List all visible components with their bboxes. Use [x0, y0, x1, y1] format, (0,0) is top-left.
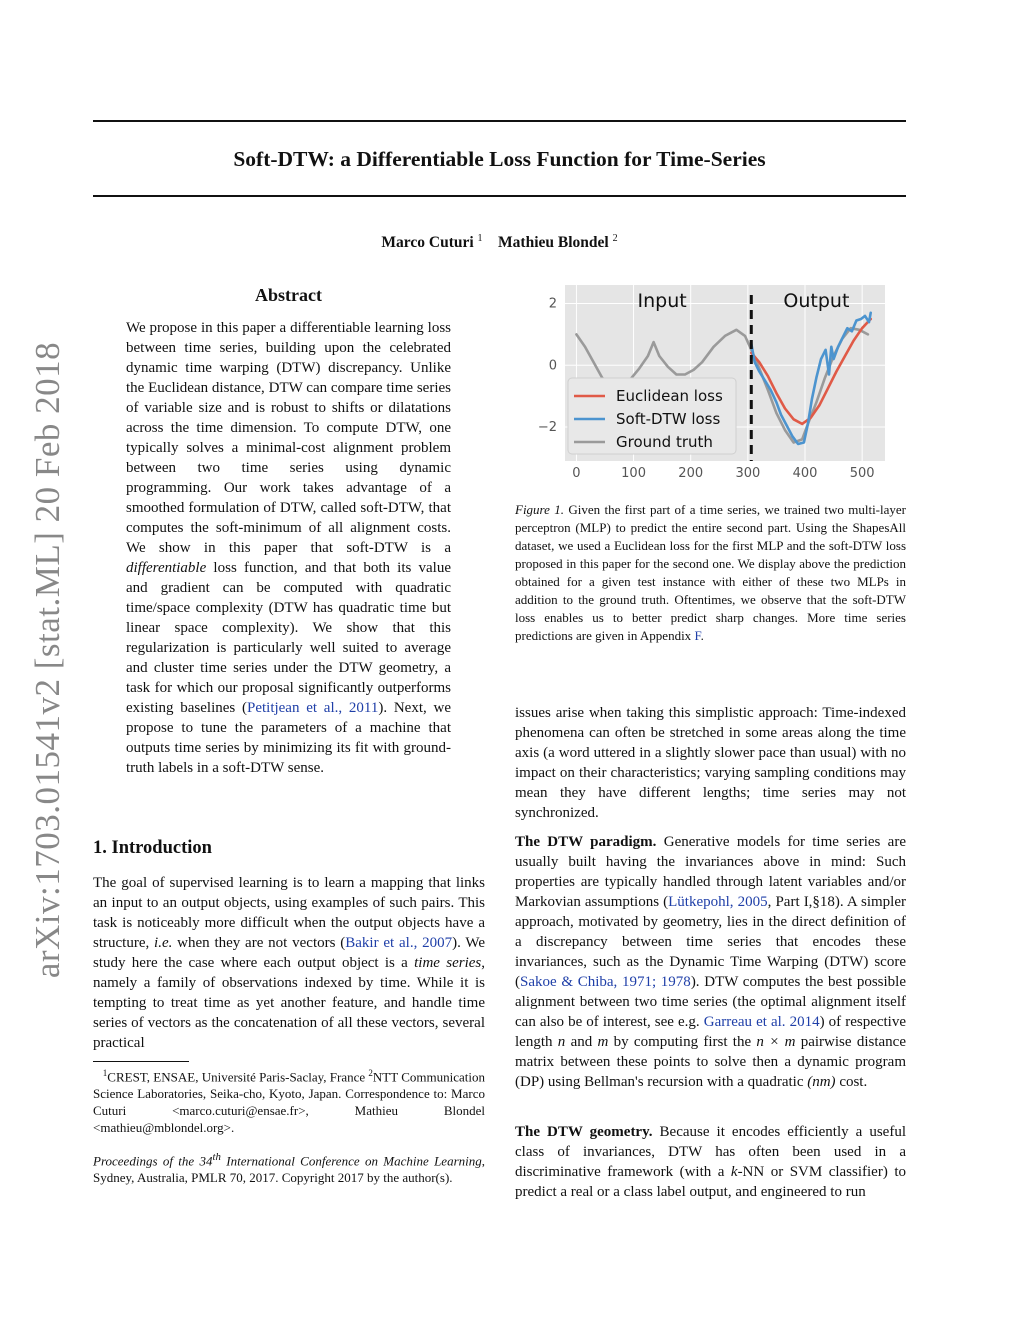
section-heading: 1. Introduction	[93, 838, 212, 858]
figure-1-chart	[515, 283, 887, 488]
citation-link[interactable]: Sakoe & Chiba, 1971; 1978	[520, 974, 691, 990]
x-tick-label: 0	[572, 466, 581, 481]
legend-label: Euclidean loss	[616, 387, 723, 405]
citation-link[interactable]: Garreau et al. 2014	[703, 1014, 820, 1030]
x-tick-label: 400	[792, 466, 818, 481]
paper-title: Soft-DTW: a Differentiable Loss Function for Time-Series	[233, 147, 766, 171]
input-label: Input	[637, 290, 687, 312]
x-tick-label: 300	[735, 466, 761, 481]
dtw-geometry-paragraph: The DTW geometry. Because it encodes efficiently a useful class of invariances, DTW has often been used in a discriminative framework (with a k-NN or SVM classifier) to predict a real or a class label output, and engineered to run	[515, 1124, 906, 1200]
x-tick-label: 200	[678, 466, 704, 481]
author-list	[93, 233, 906, 252]
proceedings-note: Proceedings of the 34th International Conference on Machine Learning, Sydney, Australia, PMLR 70, 2017. Copyright 2017 by the author(s).	[93, 1151, 485, 1186]
abstract-heading: Abstract	[255, 285, 322, 305]
citation-link[interactable]: Lütkepohl, 2005	[668, 894, 768, 910]
figure-caption: Figure 1. Given the first part of a time series, we trained two multi-layer perceptron (MLP) to predict the entire second part. Using the ShapesAll dataset, we used a Euclidean loss for the first MLP and the soft-DTW loss proposed in this paper for the second one. We display above the prediction obtained for a given test instance with either of these two MLPs in addition to the ground truth. Oftentimes, we observe that the soft-DTW loss enables us to better predict sharp changes. More time series predictions are given in Appendix F.	[515, 502, 906, 643]
citation-link[interactable]: Petitjean et al., 2011	[246, 700, 379, 716]
intro-paragraph: The goal of supervised learning is to learn a mapping that links an input to an output objects, using examples of such pairs. This task is noticeably more difficult when the output objects have a structure, i.e. when they are not vectors (Bakir et al., 2007). We study here the case where each output object is a time series, namely a family of observations indexed by time. While it is tempting to treat time as yet another feature, and handle time series of vectors as the concatenation of all these vectors, several practical	[93, 875, 486, 1051]
legend-label: Soft-DTW loss	[616, 410, 721, 428]
top-rule	[93, 120, 906, 122]
x-tick-label: 500	[849, 466, 875, 481]
y-tick-label: 0	[548, 358, 557, 374]
author-name: Marco Cuturi	[381, 234, 474, 252]
appendix-link[interactable]: F	[694, 628, 701, 643]
footnote-rule	[93, 1061, 189, 1062]
abstract-text: We propose in this paper a differentiable learning loss between time series, building upon the celebrated dynamic time warping (DTW) discrepancy. Unlike the Euclidean distance, DTW can compare time series of variable size and is robust to shifts or dilatations across the time dimension. To compute DTW, one typically solves a minimal-cost alignment problem between two time series using dynamic programming. Our work takes advantage of a smoothed formulation of DTW, called soft-DTW, that computes the soft-minimum of all alignment costs. We show in this paper that soft-DTW is a differentiable loss function, and that both its value and gradient can be computed with quadratic time/space complexity (DTW has quadratic time but linear space complexity). We show that this regularization is particularly well suited to average and cluster time series under the DTW geometry, a task for which our proposal significantly outperforms existing baselines (Petitjean et al., 2011). Next, we propose to tune the parameters of a machine that outputs time series by minimizing its fit with ground-truth labels in a soft-DTW sense.	[126, 320, 451, 776]
affiliation-mark: 1	[477, 233, 483, 244]
dtw-paradigm-paragraph: The DTW paradigm. Generative models for time series are usually built having the invariances above in mind: Such properties are typically handled through latent variables and/or Markovian assumptions (Lütkepohl, 2005, Part I,§18). A simpler approach, motivated by geometry, lies in the direct definition of a discrepancy between time series that encodes these invariances, such as the Dynamic Time Warping (DTW) score (Sakoe & Chiba, 1971; 1978). DTW computes the best possible alignment between two time series (the optimal alignment itself can also be of interest, see e.g. Garreau et al. 2014) of respective length n and m by computing first the n × m pairwise distance matrix between these points to solve then a dynamic program (DP) using Bellman's recursion with a quadratic (nm) cost.	[515, 834, 907, 1090]
x-tick-label: 100	[621, 466, 646, 481]
y-tick-label: −2	[537, 420, 557, 436]
author-name: Mathieu Blondel	[498, 234, 609, 252]
y-tick-label: 2	[548, 296, 557, 312]
citation-link[interactable]: Bakir et al., 2007	[345, 935, 453, 951]
affiliation-mark: 2	[612, 233, 618, 244]
title-bottom-rule	[93, 195, 906, 197]
arxiv-identifier: arXiv:1703.01541v2 [stat.ML] 20 Feb 2018	[28, 341, 67, 979]
column-paragraph: issues arise when taking this simplistic approach: Time-indexed phenomena can often be stretched in some areas along the time axis (a word uttered in a slightly slower pace than usual) with no impact on their characteristics; varying sampling conditions may mean they have different lengths; time series may not synchronized.	[515, 705, 906, 821]
legend-label: Ground truth	[616, 433, 713, 451]
footnote: $^1$CREST, ENSAE, Université Paris-Saclay, France $^2$NTT Communication Science Laboratories, Seika-cho, Kyoto, Japan. Correspondence to: Marco Cuturi <marco.cuturi@ensae.fr>, Mathieu Blondel <mathieu@mblondel.org>.	[93, 1068, 485, 1136]
output-label: Output	[783, 290, 850, 312]
